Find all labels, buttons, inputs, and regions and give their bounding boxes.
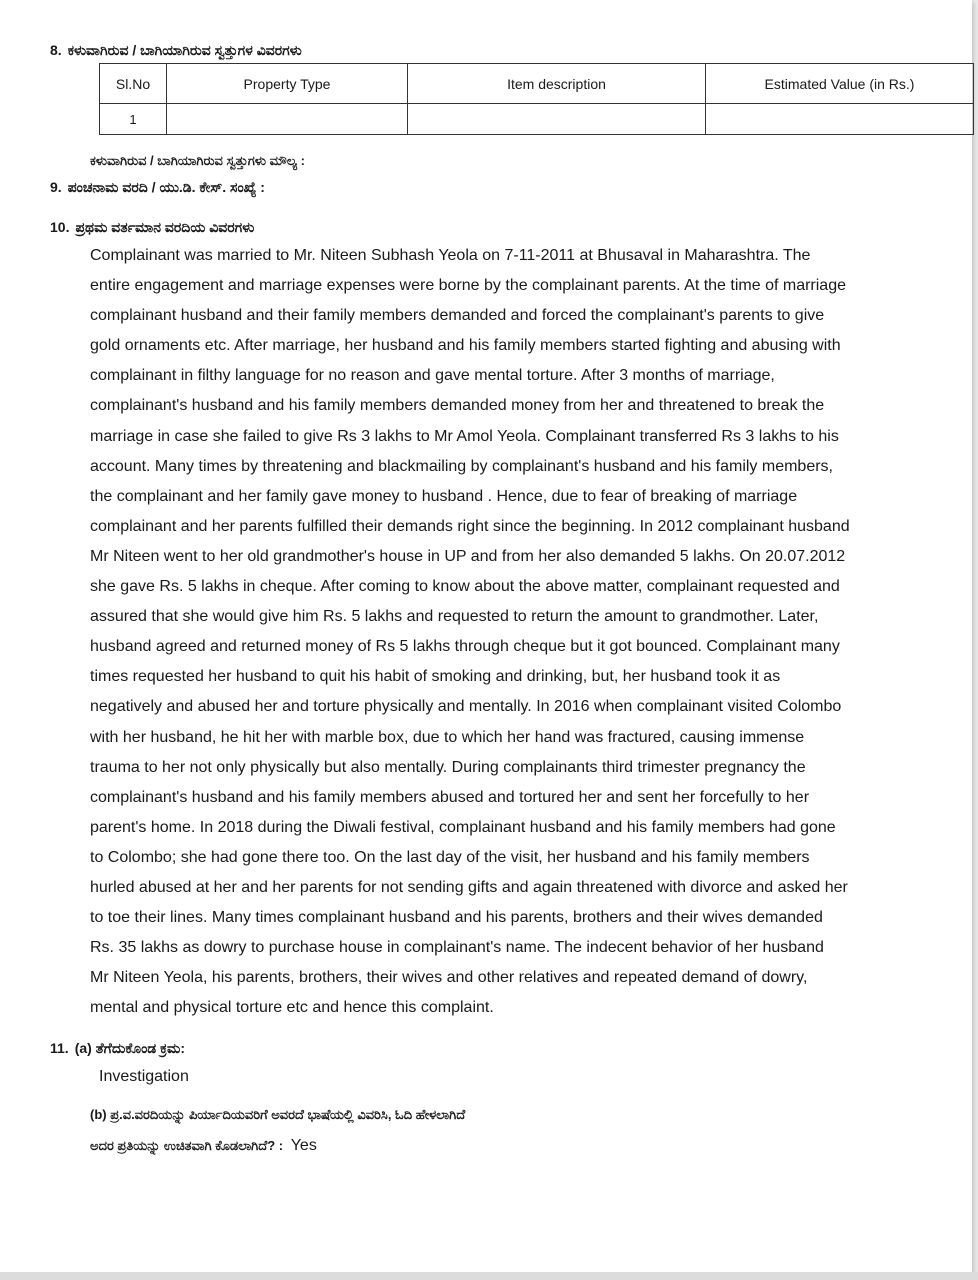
paragraph-line: to Colombo; she had gone there too. On the last day of the visit, her husband and his family members — [90, 848, 810, 866]
cell-estimated-value — [706, 104, 974, 135]
paragraph-line: she gave Rs. 5 lakhs in cheque. After coming to know about the above matter, complainant requested and — [90, 578, 840, 596]
section-11b-label-line2 — [90, 1137, 317, 1155]
section-11-number: 11. — [50, 1040, 69, 1056]
paragraph-line: the complainant and her family gave money to husband . Hence, due to fear of breaking of marriage — [90, 487, 798, 505]
bottom-edge — [0, 1272, 978, 1280]
header-item-description: Item description — [408, 64, 706, 104]
table-row — [100, 104, 974, 135]
paragraph-line: account. Many times by threatening and blackmailing by complainant's husband and his family members, — [90, 457, 833, 475]
paragraph-line: complainant's husband and his family members demanded money from her and threatened to break the — [90, 397, 825, 415]
paragraph-line: complainant in filthy language for no reason and gave mental torture. After 3 months of marriage, — [90, 367, 775, 385]
section-9-heading — [50, 179, 265, 196]
paragraph-line: to toe their lines. Many times complainant husband and his parents, brothers and their wives demanded — [90, 909, 823, 927]
header-estimated-value: Estimated Value (in Rs.) — [706, 64, 974, 104]
table-header-row — [100, 64, 974, 104]
paragraph-line: Complainant was married to Mr. Niteen Subhash Yeola on 7-11-2011 at Bhusaval in Maharashtra. The — [90, 247, 811, 264]
cell-item-description — [408, 104, 706, 135]
copy-given-value: Yes — [290, 1137, 317, 1154]
section-11b-question: ಅದರ ಪ್ರತಿಯನ್ನು ಉಚಿತವಾಗಿ ಕೊಡಲಾಗಿದೆ? : — [90, 1138, 284, 1153]
section-10-number: 10. — [50, 219, 70, 235]
paragraph-line: complainant and her parents fulfilled their demands right since the beginning. In 2012 complainant husband — [90, 517, 850, 535]
section-9-title: ಪಂಚನಾಮ ವರದಿ / ಯು.ಡಿ. ಕೇಸ್. ಸಂಖ್ಯೆ : — [67, 179, 265, 195]
paragraph-line: Mr Niteen went to her old grandmother's house in UP and from her also demanded 5 lakhs. On 20.07.2012 — [90, 547, 846, 565]
section-10-heading — [50, 219, 254, 236]
property-table — [99, 63, 974, 135]
paragraph-line: Mr Niteen Yeola, his parents, brothers, their wives and other relatives and repeated demand of dowry, — [90, 969, 808, 987]
paragraph-line: Rs. 35 lakhs as dowry to purchase house in complainant's name. The indecent behavior of her husband — [90, 939, 824, 957]
section-8-number: 8. — [50, 42, 62, 58]
paragraph-line: times requested her husband to quit his habit of smoking and drinking, but, her husband took it as — [90, 668, 781, 686]
paragraph-line: husband agreed and returned money of Rs 5 lakhs through cheque but it got bounced. Complainant many — [90, 638, 840, 656]
stolen-property-value-label: ಕಳುವಾಗಿರುವ / ಬಾಗಿಯಾಗಿರುವ ಸ್ವತ್ತುಗಳು ಮೌಲ್ಯ : — [90, 153, 306, 168]
paragraph-line: parent's home. In 2018 during the Diwali festival, complainant husband and his family members had gone — [90, 818, 836, 836]
action-taken-value: Investigation — [99, 1068, 189, 1085]
section-9-number: 9. — [50, 179, 62, 195]
paragraph-line: mental and physical torture etc and hence this complaint. — [90, 999, 494, 1017]
paragraph-line: complainant husband and their family members demanded and forced the complainant's parents to give — [90, 307, 825, 325]
paragraph-line: with her husband, he hit her with marble box, due to which her hand was fractured, causing immense — [90, 728, 805, 746]
section-8-heading — [50, 42, 302, 59]
section-10-title: ಪ್ರಥಮ ವರ್ತಮಾನ ವರದಿಯ ವಿವರಗಳು — [75, 219, 255, 235]
paragraph-line: trauma to her not only physically but also mentally. During complainants third trimester pregnancy the — [90, 758, 806, 776]
paragraph-line: gold ornaments etc. After marriage, her husband and his family members started fighting and abusing with — [90, 337, 841, 355]
paragraph-line: assured that she would give him Rs. 5 lakhs and requested to return the amount to grandmother. Later, — [90, 608, 819, 626]
section-11b-label-line1: (b) ಪ್ರ.ವ.ವರದಿಯನ್ನು ಪಿರ್ಯಾದಿಯವರಿಗೆ ಅವರದೆ ಭಾಷೆಯಲ್ಲಿ ವಿವರಿಸಿ, ಓದಿ ಹೇಳಲಾಗಿದೆ — [90, 1107, 466, 1122]
complaint-paragraph — [90, 241, 900, 1023]
cell-property-type — [167, 104, 408, 135]
section-11-heading — [50, 1040, 185, 1057]
header-property-type: Property Type — [167, 64, 408, 104]
paragraph-line: complainant's husband and his family members abused and tortured her and sent her forcefully to her — [90, 788, 810, 806]
section-8-title: ಕಳುವಾಗಿರುವ / ಬಾಗಿಯಾಗಿರುವ ಸ್ವತ್ತುಗಳ ವಿವರಗಳು — [67, 42, 302, 58]
paragraph-line: entire engagement and marriage expenses were borne by the complainant parents. At the time of marriage — [90, 277, 846, 295]
cell-sl-no: 1 — [100, 104, 167, 135]
paragraph-line: negatively and abused her and torture physically and mentally. In 2016 when complainant visited Colombo — [90, 698, 842, 716]
header-sl-no: Sl.No — [100, 64, 167, 104]
section-11a-label: (a) ತೆಗೆದುಕೊಂಡ ಕ್ರಮ: — [74, 1040, 185, 1056]
paragraph-line: hurled abused at her and her parents for not sending gifts and again threatened with divorce and asked her — [90, 878, 848, 896]
paragraph-line: marriage in case she failed to give Rs 3 lakhs to Mr Amol Yeola. Complainant transferred Rs 3 lakhs to his — [90, 427, 839, 445]
